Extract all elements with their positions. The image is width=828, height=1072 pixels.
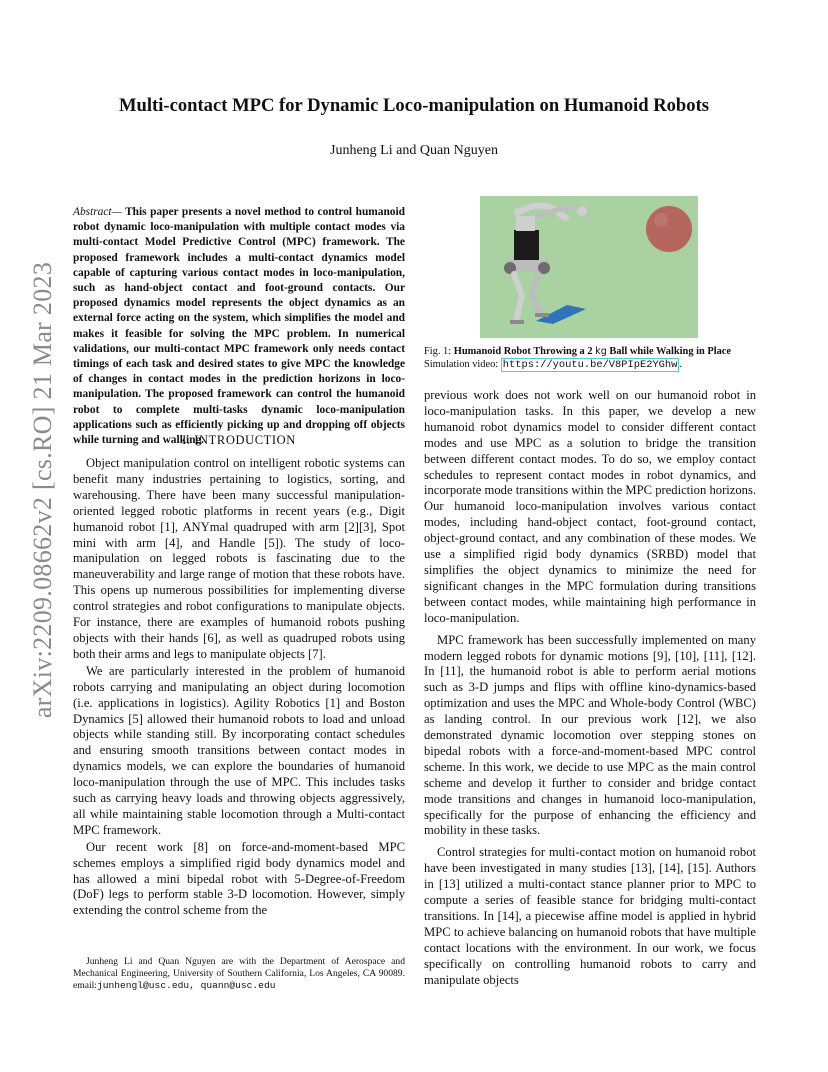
abstract-label: Abstract [73,206,112,218]
footnote-text: Junheng Li and Quan Nguyen are with the Department of Aerospace and Mechanical Engineering, University of Southern California, Los Angeles, CA 90089. email: [73,956,405,992]
intro-right-column [424,388,756,989]
robot-torso [514,230,539,260]
caption-sim-label: Simulation video: [424,359,499,371]
caption-unit: kg [595,346,607,357]
paragraph: previous work does not work well on our humanoid robot in loco-manipulation tasks. In this paper, we develop a new humanoid robot dynamics model to consider different contact modes and use MPC as a solution to bridge the transition between different contact modes. To do so, we employ contact schedules to represent contact modes in robot dynamics, and incorporate mode transitions within the MPC prediction horizons. Our humanoid loco-manipulation involves various contact modes, including hand-object contact, foot-ground contact, object-ground contact, and any combination of these modes. We use a simplified rigid body dynamics (SRBD) model that simplifies the object dynamics to minimize the need for significant changes in the MPC formulation during transitions between contact modes, while maintaining high performance in loco-manipulation. [424,388,756,625]
video-link[interactable]: https://youtu.be/V8PIpE2YGhw [502,359,678,372]
affiliation-footnote [73,956,405,993]
paragraph: Our recent work [8] on force-and-moment-based MPC schemes employs a simplified rigid body dynamics model and has allowed a mini bipedal robot with 5-Degree-of-Freedom (DoF) legs to perform stable 3-D locomotion. However, simply extending the control scheme from the [73,839,405,918]
paper-title: Multi-contact MPC for Dynamic Loco-manipulation on Humanoid Robots [118,95,709,116]
figure-robot-throwing [480,196,698,338]
intro-left-column [73,456,405,919]
caption-label: Fig. 1: [424,346,452,357]
paragraph: MPC framework has been successfully implemented on many modern legged robots for dynamic motions [9], [10], [11], [12]. In [11], the humanoid robot is able to perform aerial motions such as 3-D jumps and flips with offline kino-dynamics-based optimization and uses the MPC and Whole-body Control (WBC) as landing control. In our previous work [12], we also demonstrated dynamic locomotion over stepping stones on bipedal robots with a force-and-moment-based MPC control scheme. In this work, we decide to use MPC as the main control scheme and develop it further to consider and bridge contact mode transitions and changes in humanoid loco-manipulation, specifically for the purpose of enhancing the efficiency and mobility in these tasks. [424,632,756,838]
figure-caption: Fig. 1: Humanoid Robot Throwing a 2 kg Ball while Walking in Place Simulation video: https://youtu.be/V8PIpE2YGhw . [424,346,732,372]
paragraph: Object manipulation control on intelligent robotic systems can benefit many industries pertaining to logistics, sorting, and warehousing. There have been many successful manipulation-oriented legged robotic platforms in recent years (e.g., Digit humanoid robot [1], ANYmal quadruped with arm [2][3], Spot mini with arm [4], and Handle [5]). The study of loco-manipulation on legged robots is fascinating due to the maneuverability and large range of motion that these robots have. This opens up numerous possibilities for implementing diverse control strategies and robot configurations to manipulate objects. For instance, there are examples of humanoid robots pushing objects with their hands [6], as well as quadruped robots using both their arms and legs to manipulate objects [7]. [73,456,405,661]
section-heading: I. INTRODUCTION [182,433,296,447]
abstract-text: This paper presents a novel method to control humanoid robot dynamic loco-manipulation with multiple contact modes via multi-contact Model Predictive Control (MPC) framework. The proposed framework includes a multi-contact dynamics model capable of capturing various contact modes in loco-manipulation, such as hand-object contact and foot-ground contacts. Our proposed dynamics model represents the object dynamics as an external force acting on the system, which simplifies the model and makes it feasible for solving the MPC problem. In numerical validations, our multi-contact MPC framework only needs contact timings of each task and desired states to give MPC the knowledge of changes in contact modes in the prediction horizons in loco-manipulation. The proposed framework can control the humanoid robot to complete multi-tasks dynamic loco-manipulation applications such as efficiently picking up and dropping off objects while turning and walking. [73,206,405,447]
paragraph: We are particularly interested in the problem of humanoid robots carrying and manipulating an object during locomotion (i.e. applications in logistics). Agility Robotics [1] and Boston Dynamics [5] allowed their humanoid robots to load and unload objects while standing still. By incorporating contact schedules and ensuring smooth transitions between contact modes in dynamics models, we can explore the boundaries of humanoid loco-manipulation through the use of MPC. This includes tasks such as carrying heavy loads and throwing objects aggressively, all while maintaining stable locomotion through a Multi-contact MPC framework. [73,663,405,837]
arxiv-stamp [20,261,66,719]
arxiv-stamp-text: arXiv:2209.08662v2 [cs.RO] 21 Mar 2023 [28,261,57,719]
caption-title: Humanoid Robot Throwing a 2 kg Ball while Walking in Place [453,346,732,357]
paragraph: Control strategies for multi-contact motion on humanoid robot have been investigated in many studies [13], [14], [15]. Authors in [13] utilized a multi-contact stance planner prior to MPC to compute a series of feasible stance for bridging multi-contact transitions. In [14], a piecewise affine model is applied in hybrid MPC to achieve balancing on humanoid robots that have multiple contact locations with the environment. In our work, we focus specifically on controlling humanoid robots to carry and manipulate objects [424,845,756,987]
abstract: Abstract— This paper presents a novel method to control humanoid robot dynamic loco-manipulation with multiple contact modes via multi-contact Model Predictive Control (MPC) framework. The proposed framework includes a multi-contact dynamics model capable of capturing various contact modes in loco-manipulation, such as hand-object contact and foot-ground contacts. Our proposed dynamics model represents the object dynamics as an external force acting on the system, which simplifies the model and makes it feasible for solving the MPC problem. In numerical validations, our multi-contact MPC framework only needs contact timings of each task and desired states to give MPC the knowledge of changes in contact modes in the prediction horizons in loco-manipulation. The proposed framework can control the humanoid robot to complete multi-tasks dynamic loco-manipulation applications such as efficiently picking up and dropping off objects while turning and walking. [73,206,405,447]
ball [646,206,692,252]
robot-simulation-image [480,196,698,338]
paper-authors: Junheng Li and Quan Nguyen [330,143,498,158]
footnote-emails: junhengl@usc.edu, quann@usc.edu [96,980,276,992]
